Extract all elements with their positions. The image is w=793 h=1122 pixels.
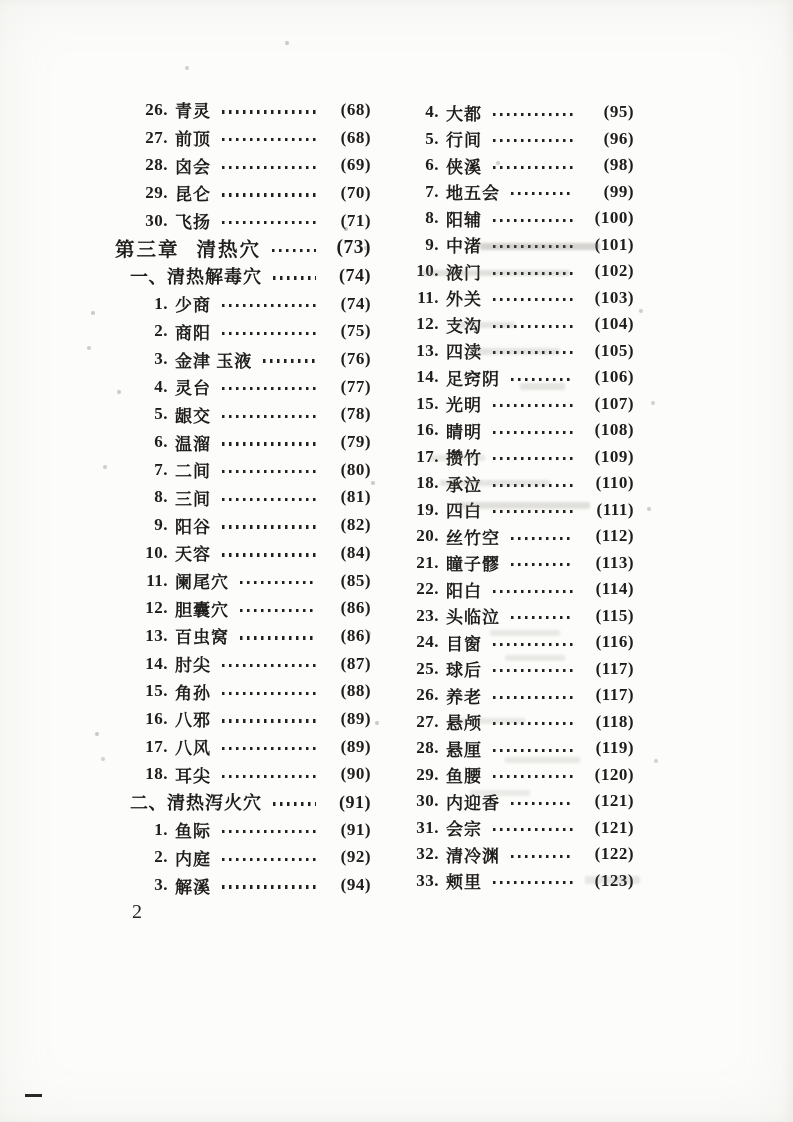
dot-leader	[493, 881, 573, 884]
scan-smudge	[420, 270, 570, 276]
entry-number: 18.	[416, 473, 439, 493]
entry-page: (68)	[340, 127, 371, 147]
entry-page: (111)	[596, 499, 634, 519]
entry-number: 14.	[416, 367, 439, 387]
entry-number: 30.	[145, 210, 168, 230]
entry-title: 前顶	[175, 130, 211, 150]
dot-leader	[511, 537, 573, 540]
dot-leader	[222, 775, 316, 778]
entry-title: 二间	[175, 462, 211, 482]
entry-page: (86)	[340, 625, 371, 645]
entry-number: 24.	[416, 632, 439, 652]
entry-title: 商阳	[175, 323, 211, 343]
toc-entry	[404, 550, 634, 577]
entry-page: (89)	[340, 708, 371, 728]
dot-leader	[222, 138, 316, 141]
entry-title: 侠溪	[446, 157, 482, 177]
toc-entry	[115, 207, 371, 235]
entry-page: (117)	[595, 685, 634, 705]
dot-leader	[222, 387, 316, 390]
toc-entry	[115, 345, 371, 373]
entry-title: 清热穴	[196, 240, 262, 262]
entry-number: 一、	[130, 266, 167, 287]
toc-entry	[404, 841, 634, 868]
dot-leader	[273, 276, 316, 279]
entry-number: 11.	[146, 570, 168, 590]
entry-title: 四渎	[446, 343, 482, 363]
entry-title: 鱼际	[175, 822, 211, 842]
entry-page: (117)	[595, 658, 634, 678]
entry-page: (122)	[594, 844, 634, 864]
entry-title: 肘尖	[175, 656, 211, 676]
entry-number: 1.	[154, 819, 168, 839]
toc-entry	[404, 391, 634, 418]
scan-smudge	[585, 876, 640, 884]
entry-number: 13.	[416, 340, 439, 360]
toc-entry	[115, 677, 371, 705]
entry-title: 颊里	[446, 873, 482, 893]
entry-number: 28.	[416, 738, 439, 758]
entry-title: 攒竹	[446, 449, 482, 469]
entry-number: 2.	[154, 847, 168, 867]
toc-entry	[115, 871, 371, 899]
entry-page: (105)	[594, 340, 634, 360]
dot-leader	[240, 609, 316, 612]
entry-title: 角孙	[175, 683, 211, 703]
dot-leader	[493, 643, 573, 646]
entry-page: (99)	[603, 181, 634, 201]
toc-entry	[115, 733, 371, 761]
entry-title: 外关	[446, 290, 482, 310]
entry-title: 八邪	[175, 711, 211, 731]
entry-page: (106)	[594, 367, 634, 387]
entry-number: 6.	[425, 155, 439, 175]
entry-page: (120)	[594, 764, 634, 784]
entry-number: 12.	[145, 598, 168, 618]
entry-page: (92)	[340, 847, 371, 867]
entry-title: 阑尾穴	[175, 573, 229, 593]
dot-leader	[493, 431, 573, 434]
dot-leader	[222, 221, 316, 224]
entry-page: (68)	[340, 99, 371, 119]
entry-page: (77)	[340, 376, 371, 396]
dot-leader	[493, 298, 573, 301]
toc-entry	[115, 539, 371, 567]
dot-leader	[222, 719, 316, 722]
page-number: 2	[132, 901, 142, 923]
entry-page: (89)	[340, 736, 371, 756]
toc-entry	[115, 594, 371, 622]
entry-page: (109)	[594, 446, 634, 466]
entry-number: 21.	[416, 552, 439, 572]
entry-number: 3.	[154, 875, 168, 895]
entry-page: (119)	[595, 738, 634, 758]
toc-entry	[115, 567, 371, 595]
entry-number: 29.	[416, 764, 439, 784]
entry-title: 灵台	[175, 379, 211, 399]
entry-page: (81)	[340, 487, 371, 507]
entry-title: 金津 玉液	[175, 351, 253, 371]
entry-page: (90)	[340, 764, 371, 784]
entry-number: 第三章	[115, 240, 180, 262]
toc-entry	[115, 262, 371, 290]
entry-title: 阳白	[446, 581, 482, 601]
entry-number: 15.	[145, 681, 168, 701]
dot-leader	[222, 470, 316, 473]
entry-title: 耳尖	[175, 766, 211, 786]
entry-page: (113)	[595, 552, 634, 572]
entry-page: (82)	[340, 515, 371, 535]
entry-number: 18.	[145, 764, 168, 784]
toc-entry	[115, 179, 371, 207]
dot-leader	[222, 830, 316, 833]
dot-leader	[511, 192, 573, 195]
toc-entry	[115, 373, 371, 401]
toc-entry	[115, 96, 371, 124]
entry-number: 17.	[145, 736, 168, 756]
dot-leader	[493, 775, 573, 778]
toc-entry	[115, 844, 371, 872]
entry-title: 会宗	[446, 820, 482, 840]
entry-title: 睛明	[446, 422, 482, 442]
entry-number: 32.	[416, 844, 439, 864]
dot-leader	[222, 442, 316, 445]
toc-entry	[115, 124, 371, 152]
entry-page: (101)	[594, 234, 634, 254]
dot-leader	[240, 636, 316, 639]
dot-leader	[272, 249, 316, 252]
entry-number: 33.	[416, 870, 439, 890]
dot-leader	[222, 498, 316, 501]
entry-page: (69)	[340, 155, 371, 175]
toc-entry	[115, 484, 371, 512]
entry-page: (95)	[603, 102, 634, 122]
entry-page: (91)	[339, 791, 371, 812]
entry-number: 7.	[154, 459, 168, 479]
entry-number: 10.	[145, 542, 168, 562]
entry-number: 31.	[416, 817, 439, 837]
entry-title: 地五会	[446, 184, 500, 204]
toc-entry	[115, 428, 371, 456]
entry-title: 飞扬	[175, 213, 211, 233]
scan-smudge	[505, 757, 580, 763]
entry-title: 丝竹空	[446, 528, 500, 548]
toc-right-column	[404, 99, 634, 894]
dot-leader	[493, 166, 573, 169]
entry-number: 13.	[145, 625, 168, 645]
entry-number: 9.	[154, 515, 168, 535]
dot-leader	[222, 415, 316, 418]
entry-number: 3.	[154, 349, 168, 369]
entry-page: (108)	[594, 420, 634, 440]
toc-entry	[115, 318, 371, 346]
entry-title: 瞳子髎	[446, 555, 500, 575]
entry-page: (85)	[340, 570, 371, 590]
entry-page: (74)	[339, 265, 371, 286]
entry-page: (112)	[595, 526, 634, 546]
entry-title: 光明	[446, 396, 482, 416]
entry-page: (70)	[340, 182, 371, 202]
dot-leader	[511, 563, 573, 566]
scan-smudge	[480, 243, 600, 250]
entry-title: 昆仑	[175, 185, 211, 205]
entry-page: (98)	[603, 155, 634, 175]
scan-smudge	[520, 383, 565, 390]
entry-title: 球后	[446, 661, 482, 681]
toc-entry	[404, 762, 634, 789]
entry-page: (110)	[595, 473, 634, 493]
entry-page: (104)	[594, 314, 634, 334]
toc-entry	[404, 815, 634, 842]
entry-number: 1.	[154, 293, 168, 313]
toc-entry	[115, 788, 371, 816]
entry-number: 11.	[417, 287, 439, 307]
toc-entry	[404, 364, 634, 391]
toc-entry	[404, 285, 634, 312]
scan-smudge	[470, 790, 530, 796]
entry-title: 四白	[446, 502, 482, 522]
entry-title: 承泣	[446, 475, 482, 495]
entry-title: 内庭	[175, 849, 211, 869]
entry-page: (102)	[594, 261, 634, 281]
entry-number: 5.	[425, 128, 439, 148]
dot-leader	[493, 139, 573, 142]
dot-leader	[222, 692, 316, 695]
entry-title: 阳谷	[175, 517, 211, 537]
entry-number: 8.	[425, 208, 439, 228]
dot-leader	[222, 193, 316, 196]
entry-page: (114)	[595, 579, 634, 599]
entry-number: 12.	[416, 314, 439, 334]
entry-title: 阳辅	[446, 210, 482, 230]
entry-page: (73)	[336, 237, 371, 259]
dot-leader	[493, 510, 573, 513]
entry-title: 头临泣	[446, 608, 500, 628]
entry-title: 中渚	[446, 237, 482, 257]
entry-page: (84)	[340, 542, 371, 562]
entry-number: 8.	[154, 487, 168, 507]
scan-smudge	[455, 502, 590, 509]
scan-smudge	[490, 630, 560, 636]
entry-page: (100)	[594, 208, 634, 228]
entry-title: 养老	[446, 687, 482, 707]
entry-page: (74)	[340, 293, 371, 313]
dot-leader	[222, 304, 316, 307]
toc-entry	[404, 523, 634, 550]
toc-entry	[404, 205, 634, 232]
entry-page: (88)	[340, 681, 371, 701]
toc-entry	[404, 497, 634, 524]
entry-page: (91)	[340, 819, 371, 839]
entry-title: 悬厘	[446, 740, 482, 760]
entry-page: (103)	[594, 287, 634, 307]
entry-page: (107)	[594, 393, 634, 413]
toc-entry	[404, 417, 634, 444]
entry-title: 三间	[175, 489, 211, 509]
entry-number: 7.	[425, 181, 439, 201]
scan-smudge	[430, 455, 485, 461]
entry-page: (121)	[594, 817, 634, 837]
entry-number: 16.	[416, 420, 439, 440]
entry-number: 23.	[416, 605, 439, 625]
entry-title: 囟会	[175, 157, 211, 177]
entry-number: 26.	[416, 685, 439, 705]
entry-page: (116)	[595, 632, 634, 652]
entry-title: 清热泻火穴	[167, 793, 262, 814]
toc-entry	[115, 650, 371, 678]
dot-leader	[511, 855, 573, 858]
entry-number: 19.	[416, 499, 439, 519]
dot-leader	[222, 885, 316, 888]
dot-leader	[222, 110, 316, 113]
entry-number: 30.	[416, 791, 439, 811]
dot-leader	[240, 581, 316, 584]
dot-leader	[493, 113, 573, 116]
entry-page: (71)	[340, 210, 371, 230]
scan-smudge	[455, 322, 515, 328]
entry-number: 26.	[145, 99, 168, 119]
dot-leader	[493, 404, 573, 407]
dot-leader	[511, 616, 573, 619]
toc-entry	[404, 682, 634, 709]
dot-leader	[511, 802, 573, 805]
dot-leader	[222, 166, 316, 169]
toc-entry	[115, 705, 371, 733]
dot-leader	[493, 828, 573, 831]
dot-leader	[273, 802, 316, 805]
toc-entry	[404, 603, 634, 630]
entry-number: 4.	[425, 102, 439, 122]
entry-title: 悬颅	[446, 714, 482, 734]
entry-number: 16.	[145, 708, 168, 728]
entry-title: 目窗	[446, 634, 482, 654]
entry-page: (79)	[340, 432, 371, 452]
toc-entry	[115, 290, 371, 318]
toc-entry	[404, 152, 634, 179]
entry-title: 液门	[446, 263, 482, 283]
dot-leader	[222, 858, 316, 861]
entry-title: 少商	[175, 296, 211, 316]
scan-speck-noise	[0, 0, 2, 2]
entry-title: 天容	[175, 545, 211, 565]
toc-entry	[404, 126, 634, 153]
dot-leader	[493, 669, 573, 672]
dot-leader	[493, 696, 573, 699]
entry-title: 行间	[446, 131, 482, 151]
entry-page: (80)	[340, 459, 371, 479]
entry-page: (86)	[340, 598, 371, 618]
dot-leader	[493, 590, 573, 593]
entry-number: 14.	[145, 653, 168, 673]
entry-number: 20.	[416, 526, 439, 546]
entry-title: 温溜	[175, 434, 211, 454]
entry-title: 龈交	[175, 406, 211, 426]
toc-entry	[115, 151, 371, 179]
entry-page: (76)	[340, 349, 371, 369]
dot-leader	[222, 747, 316, 750]
scan-smudge	[455, 718, 525, 724]
entry-title: 足窍阴	[446, 369, 500, 389]
dot-leader	[493, 457, 573, 460]
entry-number: 10.	[416, 261, 439, 281]
entry-number: 25.	[416, 658, 439, 678]
entry-number: 27.	[416, 711, 439, 731]
entry-title: 支沟	[446, 316, 482, 336]
entry-title: 清热解毒穴	[167, 266, 262, 287]
entry-page: (94)	[340, 875, 371, 895]
dot-leader	[511, 378, 573, 381]
registration-mark	[25, 1094, 42, 1097]
dot-leader	[222, 332, 316, 335]
toc-entry	[115, 761, 371, 789]
entry-page: (78)	[340, 404, 371, 424]
toc-entry	[115, 622, 371, 650]
dot-leader	[263, 359, 316, 362]
scan-smudge	[470, 348, 560, 355]
toc-entry	[404, 576, 634, 603]
entry-title: 青灵	[175, 102, 211, 122]
entry-title: 内迎香	[446, 793, 500, 813]
entry-number: 17.	[416, 446, 439, 466]
entry-number: 5.	[154, 404, 168, 424]
toc-left-column	[115, 96, 371, 899]
entry-number: 4.	[154, 376, 168, 396]
entry-page: (121)	[594, 791, 634, 811]
entry-title: 胆囊穴	[175, 600, 229, 620]
dot-leader	[222, 553, 316, 556]
entry-title: 八风	[175, 739, 211, 759]
dot-leader	[222, 664, 316, 667]
entry-title: 百虫窝	[175, 628, 229, 648]
entry-page: (96)	[603, 128, 634, 148]
entry-title: 大都	[446, 104, 482, 124]
entry-title: 清冷渊	[446, 846, 500, 866]
entry-number: 9.	[425, 234, 439, 254]
entry-number: 27.	[145, 127, 168, 147]
entry-number: 二、	[130, 793, 167, 814]
entry-number: 22.	[416, 579, 439, 599]
toc-entry	[115, 401, 371, 429]
entry-title: 解溪	[175, 877, 211, 897]
entry-number: 15.	[416, 393, 439, 413]
toc-entry	[115, 511, 371, 539]
entry-number: 2.	[154, 321, 168, 341]
dot-leader	[493, 219, 573, 222]
entry-page: (75)	[340, 321, 371, 341]
scan-smudge	[440, 480, 550, 486]
entry-number: 6.	[154, 432, 168, 452]
toc-entry	[115, 234, 371, 262]
entry-number: 28.	[145, 155, 168, 175]
toc-entry	[404, 179, 634, 206]
entry-page: (115)	[595, 605, 634, 625]
scan-smudge	[505, 655, 565, 661]
toc-entry	[404, 311, 634, 338]
entry-title: 鱼腰	[446, 767, 482, 787]
dot-leader	[493, 749, 573, 752]
toc-entry	[115, 456, 371, 484]
entry-page: (118)	[595, 711, 634, 731]
dot-leader	[222, 525, 316, 528]
toc-entry	[115, 816, 371, 844]
entry-number: 29.	[145, 182, 168, 202]
toc-entry	[404, 99, 634, 126]
entry-page: (123)	[594, 870, 634, 890]
entry-page: (87)	[340, 653, 371, 673]
